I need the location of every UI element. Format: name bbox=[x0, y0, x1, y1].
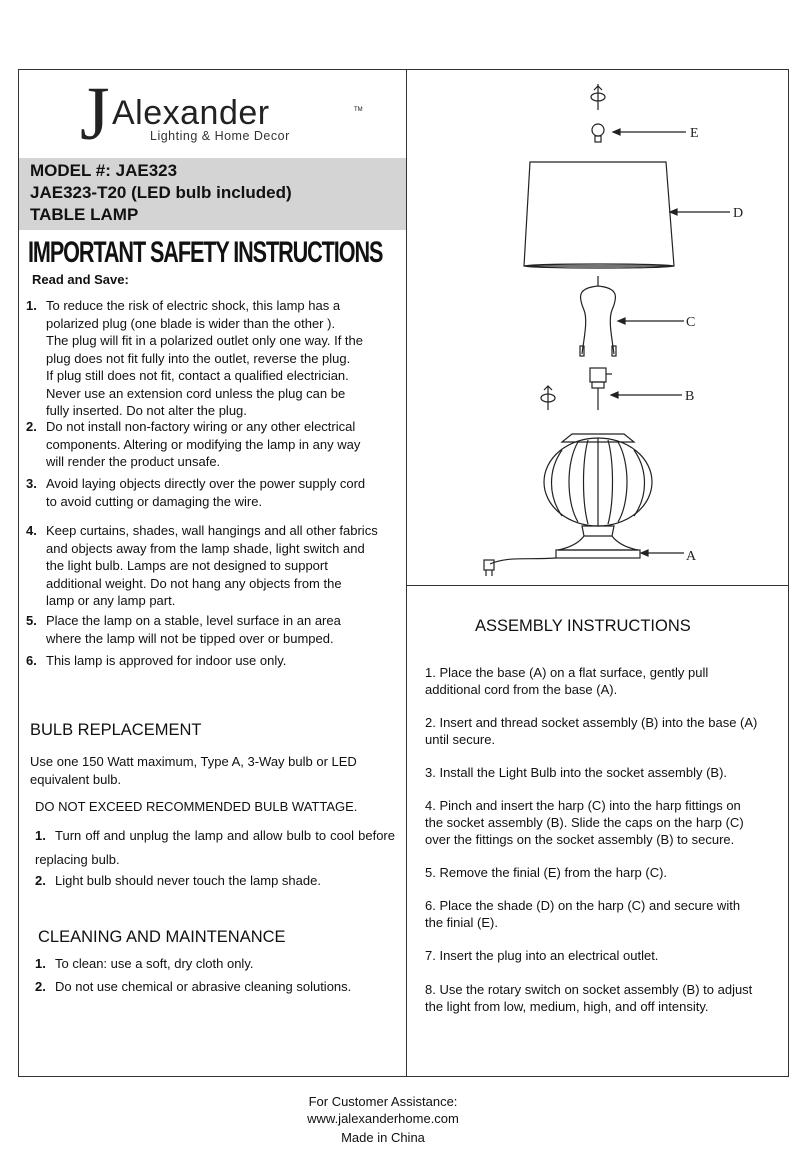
label-b: B bbox=[685, 389, 695, 404]
item-line: additional weight. Do not hang any objects from the bbox=[46, 575, 342, 591]
item-line: to avoid cutting or damaging the wire. bbox=[46, 493, 263, 509]
assembly-section-title: ASSEMBLY INSTRUCTIONS bbox=[475, 617, 691, 635]
item-number: 6. bbox=[26, 653, 37, 668]
logo-name: Alexander bbox=[112, 94, 270, 132]
logo-trademark: TM bbox=[354, 107, 363, 113]
item-line: plug does not fit fully into the outlet, reverse the plug. bbox=[46, 350, 351, 366]
safety-item bbox=[26, 475, 396, 511]
item-line: polarized plug (one blade is wider than the other ). bbox=[46, 315, 336, 331]
item-line: This lamp is approved for indoor use only. bbox=[46, 653, 287, 668]
step-line: additional cord from the base (A). bbox=[425, 682, 618, 697]
bulb-intro-line: equivalent bulb. bbox=[30, 772, 122, 787]
item-line: To reduce the risk of electric shock, this lamp has a bbox=[46, 298, 341, 313]
step-line: over the fittings on the socket assembly (B) to secure. bbox=[425, 832, 735, 847]
item-line: If plug still does not fit, contact a qualified electrician. bbox=[46, 368, 349, 383]
item-line: The plug will fit in a polarized outlet only one way. If the bbox=[46, 333, 363, 348]
step-line: 3. Install the Light Bulb into the socket assembly (B). bbox=[425, 765, 728, 780]
item-number: 3. bbox=[26, 476, 37, 491]
item-number: 1. bbox=[35, 828, 46, 843]
assembly-step bbox=[425, 864, 785, 881]
item-line: Light bulb should never touch the lamp shade. bbox=[55, 873, 321, 888]
website-link[interactable]: www.jalexanderhome.com bbox=[307, 1111, 459, 1126]
logo-initial: J bbox=[80, 72, 110, 156]
step-line: 2. Insert and thread socket assembly (B) into the base (A) bbox=[425, 715, 758, 730]
safety-subtitle: Read and Save: bbox=[32, 272, 129, 287]
item-text: Do not use chemical or abrasive cleaning solutions. bbox=[55, 979, 352, 994]
footer-origin: Made in China bbox=[341, 1130, 425, 1145]
step-line: the light from low, medium, high, and off intensity. bbox=[425, 999, 709, 1014]
bulb-item bbox=[35, 824, 397, 872]
label-a: A bbox=[686, 549, 697, 564]
item-number: 5. bbox=[26, 613, 37, 628]
safety-item bbox=[26, 612, 396, 648]
item-number: 1. bbox=[26, 298, 37, 313]
right-divider bbox=[407, 585, 789, 586]
footer-assistance: For Customer Assistance: bbox=[308, 1094, 458, 1109]
item-line: the light bulb. Lamps are not designed to support bbox=[46, 558, 328, 573]
item-line: and objects away from the lamp shade, light switch and bbox=[46, 540, 365, 556]
item-number: 2. bbox=[35, 979, 46, 994]
logo-tagline: Lighting & Home Decor bbox=[150, 129, 290, 143]
assembly-step bbox=[425, 947, 785, 964]
assembly-step bbox=[425, 664, 785, 698]
finial-part bbox=[592, 124, 686, 142]
rotate-arrow-icon bbox=[591, 84, 605, 110]
item-line: before replacing bulb. bbox=[35, 828, 395, 867]
step-line: until secure. bbox=[425, 732, 496, 747]
bulb-section-title: BULB REPLACEMENT bbox=[30, 721, 202, 739]
item-line: Place the lamp on a stable, level surface in an area bbox=[46, 613, 341, 628]
assembly-step bbox=[425, 981, 785, 1015]
model-number: MODEL #: JAE323 bbox=[30, 161, 178, 180]
label-d: D bbox=[733, 206, 744, 221]
label-c: C bbox=[686, 315, 696, 330]
safety-item bbox=[26, 652, 396, 670]
harp-part bbox=[580, 276, 684, 356]
step-line: 8. Use the rotary switch on socket assembly (B) to adjust bbox=[425, 982, 753, 997]
step-line: 7. Insert the plug into an electrical outlet. bbox=[425, 948, 659, 963]
step-line: 1. Place the base (A) on a flat surface, gently pull bbox=[425, 665, 709, 680]
item-number: 1. bbox=[35, 956, 46, 971]
item-line: lamp or any lamp part. bbox=[46, 593, 176, 608]
step-line: 5. Remove the finial (E) from the harp (C). bbox=[425, 865, 668, 880]
safety-title: IMPORTANT SAFETY INSTRUCTIONS bbox=[28, 236, 383, 269]
bulb-intro bbox=[30, 753, 400, 789]
assembly-step bbox=[425, 764, 785, 781]
model-type: TABLE LAMP bbox=[30, 205, 139, 224]
item-line: components. Altering or modifying the lamp in any way bbox=[46, 436, 361, 452]
item-line: Never use an extension cord unless the plug can be bbox=[46, 385, 346, 401]
step-line: 4. Pinch and insert the harp (C) into the harp fittings on bbox=[425, 798, 741, 813]
model-variant: JAE323-T20 (LED bulb included) bbox=[30, 183, 292, 202]
footer-website[interactable] bbox=[0, 1111, 787, 1126]
item-number: 4. bbox=[26, 523, 37, 538]
bulb-intro-line: Use one 150 Watt maximum, Type A, 3-Way bulb or LED bbox=[30, 754, 357, 769]
assembly-step bbox=[425, 797, 785, 848]
item-line: fully inserted. Do not alter the plug. bbox=[46, 403, 247, 418]
step-line: the socket assembly (B). Slide the caps on the harp (C) bbox=[425, 815, 744, 830]
item-number: 2. bbox=[26, 419, 37, 434]
assembly-step bbox=[425, 897, 785, 931]
shade-part bbox=[524, 162, 730, 268]
safety-item bbox=[26, 418, 396, 472]
item-line: will render the product unsafe. bbox=[46, 454, 221, 469]
item-line: Turn off and unplug the lamp and allow bulb to cool bbox=[55, 828, 355, 843]
item-line: where the lamp will not be tipped over or bumped. bbox=[46, 630, 334, 646]
cleaning-section-title: CLEANING AND MAINTENANCE bbox=[38, 928, 286, 946]
step-line: the finial (E). bbox=[425, 915, 498, 930]
item-line: Avoid laying objects directly over the power supply cord bbox=[46, 476, 366, 491]
step-line: 6. Place the shade (D) on the harp (C) and secure with bbox=[425, 898, 741, 913]
item-text: To clean: use a soft, dry cloth only. bbox=[55, 956, 254, 971]
label-e: E bbox=[690, 126, 699, 141]
base-part bbox=[484, 434, 684, 576]
safety-item bbox=[26, 522, 396, 610]
socket-assembly-part bbox=[541, 368, 682, 410]
bulb-warning: DO NOT EXCEED RECOMMENDED BULB WATTAGE. bbox=[35, 799, 358, 814]
item-number: 2. bbox=[35, 873, 46, 888]
assembly-step bbox=[425, 714, 785, 748]
item-line: Keep curtains, shades, wall hangings and all other fabrics bbox=[46, 523, 378, 538]
item-line: Do not install non-factory wiring or any other electrical bbox=[46, 419, 356, 434]
safety-item bbox=[26, 297, 396, 421]
lamp-diagram bbox=[408, 70, 788, 584]
